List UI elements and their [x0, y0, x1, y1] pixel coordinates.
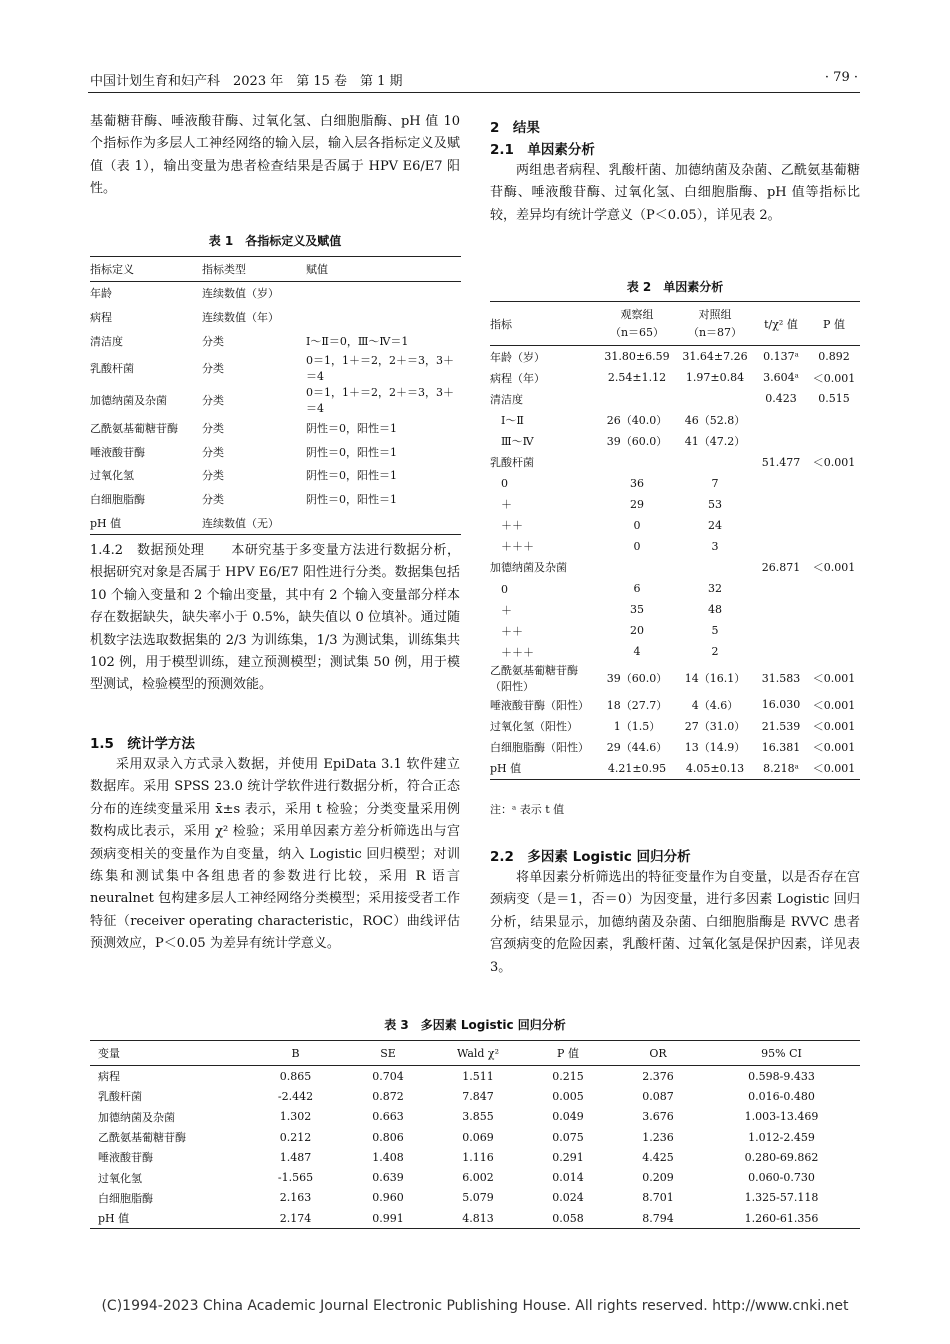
table-cell: 4.425: [642, 1150, 674, 1164]
table-cell: 0＝1，1＋＝2，2＋＝3，3＋＝4: [306, 386, 454, 416]
table1-title: 表 1 各指标定义及赋值: [208, 234, 342, 248]
table-cell: [808, 515, 860, 536]
table-cell: 阴性＝0，阳性＝1: [306, 492, 397, 506]
table-cell: -2.442: [277, 1089, 314, 1103]
table-cell: [808, 409, 860, 430]
table-cell: 41（47.2）: [684, 434, 746, 448]
table-cell: Ⅲ～Ⅳ: [490, 434, 534, 448]
table3-title: 表 3 多因素 Logistic 回归分析: [384, 1018, 566, 1032]
table-cell: 31.583: [761, 671, 801, 685]
table-cell: 35: [630, 603, 644, 617]
table-cell: 0: [490, 582, 508, 596]
table-cell: 16.381: [761, 740, 801, 754]
table2-header: （n＝87）: [687, 325, 743, 339]
header-rule: [88, 92, 860, 93]
table-cell: 1.012-2.459: [748, 1130, 815, 1144]
table-cell: 病程: [98, 1070, 120, 1084]
table-cell: 加德纳菌及杂菌: [98, 1110, 175, 1124]
table-cell: 1.116: [462, 1150, 494, 1164]
table-cell: 加德纳菌及杂菌: [90, 394, 167, 408]
table-cell: 0.058: [552, 1211, 584, 1225]
table-cell: 36: [630, 476, 644, 490]
table-cell: 3: [711, 539, 719, 553]
table-cell: Ⅰ～Ⅱ: [490, 413, 524, 427]
table-cell: 18（27.7）: [606, 698, 668, 712]
table-cell: 过氧化氢（阳性）: [490, 720, 578, 734]
table-cell: ＋＋＋: [490, 540, 534, 554]
table-cell: 46（52.8）: [684, 413, 746, 427]
table-cell: 2: [711, 645, 719, 659]
table-cell: [754, 515, 808, 536]
table-cell: 0: [490, 477, 508, 491]
table-cell: 39（60.0）: [606, 434, 668, 448]
table-cell: 8.794: [642, 1211, 674, 1225]
table-row: [90, 1208, 860, 1229]
table-cell: 乙酰氨基葡糖苷酶: [90, 422, 178, 436]
table-cell: ＋: [490, 498, 512, 512]
table-cell: ＜0.001: [812, 720, 856, 734]
table-row: [90, 305, 461, 329]
table2-header: P 值: [823, 317, 845, 331]
table-cell: 病程（年）: [490, 371, 545, 385]
table-cell: [598, 451, 676, 472]
table2-header: 对照组: [698, 307, 732, 321]
table-cell: [676, 557, 754, 578]
section-2-2-heading: 2.2 多因素 Logistic 回归分析: [490, 849, 691, 865]
table2-header: （n＝65）: [609, 325, 665, 339]
table-row: [90, 1066, 860, 1087]
table-row: [90, 1147, 860, 1167]
table-cell: 1.408: [372, 1150, 404, 1164]
table-cell: 唾液酸苷酶: [98, 1151, 153, 1165]
table2-header: 指标: [490, 317, 512, 331]
table-cell: ＜0.001: [812, 741, 856, 755]
table-row: [90, 1127, 860, 1147]
table-cell: 1.97±0.84: [685, 371, 745, 385]
table-row: [490, 758, 860, 780]
table-row: [490, 557, 860, 578]
table-cell: 白细胞脂酶: [90, 492, 145, 506]
table-cell: 4（4.6）: [691, 698, 739, 712]
table-cell: 8.218ᵃ: [763, 761, 799, 775]
page-number: · 79 ·: [824, 70, 858, 85]
section-heading: 1.4.2 数据预处理: [90, 543, 205, 558]
table-row: [90, 281, 461, 305]
table-cell: 2.163: [279, 1191, 312, 1205]
section-text: 采用双录入方式录入数据，并使用 EpiData 3.1 软件建立数据库。采用 SPSS 23.0 统计学软件进行数据分析，符合正态分布的连续变量采用 x̄±s 表示，采用 t 检验；分类变量采用例数构成比表示，采用 χ² 检验；采用单因素方差分析筛选出与宫颈病变相关的变量作为自变量，纳入 Logistic 回归模型；对训练集和测试集中各组患者的参数进行比较，采用 R 语言 neuralnet 包构建多层人工神经网络分类模型；采用接受者工作特征（receiver operating characteristic，ROC）曲线评估预测效应，P＜0.05 为差异有统计学意义。: [90, 757, 460, 952]
table-cell: 4: [633, 645, 641, 659]
table-cell: 26.871: [761, 560, 801, 574]
table-cell: ＋: [490, 603, 512, 617]
copyright-footer: (C)1994-2023 China Academic Journal Electronic Publishing House. All rights reserved. http://www.cnki.net: [101, 1298, 849, 1314]
table-cell: 0.060-0.730: [748, 1171, 815, 1185]
table-cell: 51.477: [761, 455, 801, 469]
table-cell: 26（40.0）: [606, 413, 668, 427]
table-cell: 6.002: [462, 1171, 494, 1185]
table-cell: [808, 430, 860, 451]
table-cell: 31.64±7.26: [682, 350, 748, 364]
section-text: 本研究基于多变量方法进行数据分析，根据研究对象是否属于 HPV E6/E7 阳性进行分类。数据集包括 10 个输入变量和 2 个输出变量，其中有 2 个输入变量部分样本存在数据缺失，缺失率小于 0.5%，缺失值以 0 位填补。通过随机数字法选取数据集的 2/3 为训练集，1/3 为测试集，训练集共 102 例，用于模型训练，建立预测模型；测试集 50 例，用于模型测试，检验模型的预测效能。: [90, 543, 460, 693]
table-row: [490, 536, 860, 557]
table-cell: [676, 451, 754, 472]
table-cell: 乳酸杆菌: [490, 456, 534, 470]
table-row: [90, 416, 461, 440]
table-cell: 加德纳菌及杂菌: [490, 561, 567, 575]
table-cell: 48: [708, 603, 722, 617]
table-cell: 清洁度: [90, 334, 123, 348]
section-1-5-heading: 1.5 统计学方法: [90, 736, 195, 752]
table-cell: 阴性＝0，阳性＝1: [306, 469, 397, 483]
table-cell: 白细胞脂酶（阳性）: [490, 741, 589, 755]
table3: [90, 1040, 860, 1229]
table-cell: 1.511: [462, 1069, 494, 1083]
table-cell: 2.174: [279, 1211, 312, 1225]
table-cell: 14（16.1）: [684, 672, 746, 686]
table-cell: 0: [633, 539, 641, 553]
table-cell: 0.014: [552, 1171, 584, 1185]
table-cell: ＜0.001: [812, 762, 856, 776]
table-cell: 0.016-0.480: [748, 1089, 815, 1103]
table-cell: 年龄: [90, 287, 112, 301]
table3-header: SE: [380, 1046, 396, 1060]
section-2-1: [490, 160, 860, 227]
table-cell: [808, 641, 860, 662]
table-cell: 1.325-57.118: [744, 1191, 819, 1205]
table-cell: 13（14.9）: [684, 741, 746, 755]
table-cell: [754, 409, 808, 430]
table-cell: 4.05±0.13: [685, 761, 745, 775]
table-cell: 24: [708, 518, 722, 532]
table-cell: 1（1.5）: [613, 720, 661, 734]
table3-header: 变量: [98, 1047, 120, 1060]
table-cell: ＜0.001: [812, 561, 856, 575]
table-cell: [754, 536, 808, 557]
table-row: [90, 329, 461, 353]
table-cell: ＋＋: [490, 624, 523, 638]
section-1-5: [90, 754, 460, 956]
table-row: [90, 440, 461, 464]
table-cell: [808, 473, 860, 494]
table-cell: 连续数值（年）: [202, 310, 279, 324]
table-cell: 2.54±1.12: [607, 371, 667, 385]
table-cell: ＜0.001: [812, 698, 856, 712]
table-cell: 1.487: [279, 1150, 312, 1164]
table-cell: [598, 557, 676, 578]
table1: [90, 256, 461, 535]
table3-header: 95% CI: [761, 1046, 802, 1060]
table-cell: 20: [630, 624, 644, 638]
table-cell: [808, 536, 860, 557]
table-cell: [306, 305, 461, 329]
section-2-heading: 2 结果: [490, 120, 540, 136]
table-row: [90, 352, 461, 384]
table2: [490, 301, 860, 780]
table-cell: 1.003-13.469: [744, 1110, 819, 1124]
table-cell: 0.639: [372, 1171, 404, 1185]
table-row: [490, 662, 860, 694]
table-row: [490, 346, 860, 368]
table-row: [490, 578, 860, 599]
table-cell: 阴性＝0，阳性＝1: [306, 445, 397, 459]
table-cell: 0.005: [552, 1089, 584, 1103]
table-row: [90, 1086, 860, 1106]
table-row: [490, 716, 860, 737]
table-cell: 16.030: [761, 698, 801, 712]
table-cell: 过氧化氢: [98, 1171, 142, 1185]
table-row: [90, 464, 461, 488]
table-cell: ＋＋＋: [490, 645, 534, 659]
table-cell: 32: [708, 582, 722, 596]
table-row: [90, 511, 461, 535]
table-cell: 年龄（岁）: [490, 350, 545, 364]
table-cell: 0.075: [552, 1130, 584, 1144]
table-cell: ＜0.001: [812, 456, 856, 470]
table-cell: [808, 494, 860, 515]
table-cell: 0.049: [552, 1110, 584, 1124]
table-cell: 0＝1，1＋＝2，2＋＝3，3＋＝4: [306, 354, 454, 384]
table-cell: 0.137ᵃ: [763, 350, 799, 364]
table-cell: 0.892: [818, 350, 850, 364]
table-cell: 0.865: [279, 1069, 312, 1083]
table-cell: 0.069: [462, 1130, 494, 1144]
table-cell: 唾液酸苷酶: [90, 445, 145, 459]
table-row: [90, 1167, 860, 1187]
table-cell: 6: [633, 582, 641, 596]
table-cell: [598, 388, 676, 409]
table-cell: 7.847: [462, 1089, 494, 1103]
table-cell: 0.280-69.862: [744, 1150, 819, 1164]
table-cell: 8.701: [642, 1191, 674, 1205]
table-cell: 3.855: [462, 1110, 494, 1124]
table-cell: [306, 511, 461, 535]
table-cell: 53: [708, 497, 722, 511]
table-cell: 0.991: [372, 1211, 404, 1225]
table-cell: 0.960: [372, 1191, 404, 1205]
table-row: [490, 599, 860, 620]
table-cell: 0.663: [372, 1110, 404, 1124]
table-row: [490, 494, 860, 515]
table-cell: 0.291: [552, 1150, 584, 1164]
table-row: [490, 367, 860, 388]
table-cell: 唾液酸苷酶（阳性）: [490, 698, 589, 712]
table-cell: 过氧化氢: [90, 469, 134, 483]
table-cell: 连续数值（无）: [202, 516, 279, 530]
table3-header: B: [291, 1046, 300, 1060]
table-cell: 4.21±0.95: [607, 761, 667, 775]
table-cell: 0.806: [372, 1130, 404, 1144]
table-cell: [754, 494, 808, 515]
table-cell: 病程: [90, 310, 112, 324]
table-cell: 乙酰氨基葡糖苷酶（阳性）: [490, 664, 578, 694]
table-cell: 分类: [202, 334, 224, 348]
table-row: [90, 487, 461, 511]
table3-header: OR: [649, 1046, 667, 1060]
table-cell: 0: [633, 518, 641, 532]
table-cell: -1.565: [277, 1171, 314, 1185]
table-cell: ＜0.001: [812, 371, 856, 385]
table-cell: [808, 599, 860, 620]
table-row: [490, 388, 860, 409]
table3-header: P 值: [557, 1047, 579, 1060]
table-cell: 1.236: [642, 1130, 674, 1144]
table-cell: [306, 281, 461, 305]
table-cell: 39（60.0）: [606, 672, 668, 686]
table-cell: 0.423: [765, 392, 797, 406]
table-cell: 4.813: [462, 1211, 494, 1225]
section-2-1-heading: 2.1 单因素分析: [490, 142, 595, 158]
table-cell: 清洁度: [490, 392, 523, 406]
table-cell: 分类: [202, 469, 224, 483]
table-cell: 29（44.6）: [606, 741, 668, 755]
table-cell: 1.260-61.356: [744, 1211, 819, 1225]
table-cell: pH 值: [90, 516, 122, 530]
table2-title: 表 2 单因素分析: [626, 280, 724, 294]
table-cell: 31.80±6.59: [604, 350, 670, 364]
table-row: [90, 384, 461, 416]
table2-header: t/χ² 值: [764, 317, 798, 331]
table-cell: ＜0.001: [812, 672, 856, 686]
table-cell: 2.376: [642, 1069, 674, 1083]
table-cell: 乳酸杆菌: [98, 1090, 142, 1104]
table-cell: 0.212: [279, 1130, 312, 1144]
table1-header: 指标定义: [90, 262, 134, 276]
left-intro: [90, 111, 460, 201]
table-row: [490, 473, 860, 494]
table-cell: 3.604ᵃ: [763, 371, 799, 385]
table-cell: [754, 620, 808, 641]
table-cell: 5: [711, 624, 719, 638]
table-row: [490, 620, 860, 641]
table-row: [90, 1188, 860, 1208]
table-cell: pH 值: [98, 1212, 130, 1226]
table3-body: [90, 1066, 860, 1229]
table2-body: [490, 346, 860, 780]
table-cell: 分类: [202, 445, 224, 459]
table-cell: 0.209: [642, 1171, 674, 1185]
table3-header: Wald χ²: [456, 1046, 500, 1060]
table-cell: pH 值: [490, 762, 522, 776]
table-cell: [808, 578, 860, 599]
section-text: 将单因素分析筛选出的特征变量作为自变量，以是否存在宫颈病变（是＝1，否＝0）为因变量，进行多因素 Logistic 回归分析，结果显示，加德纳菌及杂菌、白细胞脂酶是 RVVC 患者宫颈病变的危险因素，乳酸杆菌、过氧化氢是保护因素，详见表 3。: [490, 870, 860, 975]
table-cell: 7: [711, 476, 719, 490]
table1-header: 指标类型: [202, 262, 246, 276]
table-cell: 0.598-9.433: [748, 1069, 815, 1083]
table-cell: 0.087: [642, 1089, 674, 1103]
table-cell: 27（31.0）: [684, 720, 746, 734]
table-cell: [754, 599, 808, 620]
table-cell: Ⅰ～Ⅱ＝0，Ⅲ～Ⅳ＝1: [306, 334, 409, 348]
section-text: 两组患者病程、乳酸杆菌、加德纳菌及杂菌、乙酰氨基葡糖苷酶、唾液酸苷酶、过氧化氢、白细胞脂酶、pH 值等指标比较，差异均有统计学意义（P＜0.05），详见表 2。: [490, 163, 860, 223]
table-row: [490, 641, 860, 662]
table-row: [490, 451, 860, 472]
table-cell: 29: [630, 497, 644, 511]
table-cell: [676, 388, 754, 409]
table-row: [90, 1107, 860, 1127]
table-cell: 5.079: [462, 1191, 494, 1205]
table-cell: 白细胞脂酶: [98, 1191, 153, 1205]
table2-header: 观察组: [620, 307, 654, 321]
table-cell: [808, 620, 860, 641]
table-cell: 0.872: [372, 1089, 404, 1103]
table-cell: 0.024: [552, 1191, 584, 1205]
table2-note: 注：ᵃ 表示 t 值: [490, 803, 565, 816]
table-cell: 21.539: [761, 719, 801, 733]
table-cell: 分类: [202, 492, 224, 506]
table-cell: [754, 473, 808, 494]
table-cell: 连续数值（岁）: [202, 287, 279, 301]
table-cell: 分类: [202, 422, 224, 436]
table-cell: [754, 430, 808, 451]
table-cell: [754, 641, 808, 662]
table1-header: 赋值: [306, 262, 328, 276]
journal-header: 中国计划生育和妇产科 2023 年 第 15 卷 第 1 期: [90, 74, 403, 89]
table-row: [490, 515, 860, 536]
section-2-2: [490, 867, 860, 979]
table-cell: 0.515: [818, 392, 850, 406]
table-row: [490, 409, 860, 430]
intro-paragraph: 基葡糖苷酶、唾液酸苷酶、过氧化氢、白细胞脂酶、pH 值 10 个指标作为多层人工神经网络的输入层，输入层各指标定义及赋值（表 1），输出变量为患者检查结果是否属于 HPV E6/E7 阳性。: [90, 114, 460, 197]
table-cell: 3.676: [642, 1110, 674, 1124]
table-row: [490, 737, 860, 758]
table-cell: 0.215: [552, 1069, 584, 1083]
table1-body: [90, 281, 461, 535]
table-cell: 乳酸杆菌: [90, 362, 134, 376]
table-cell: ＋＋: [490, 519, 523, 533]
table-cell: 0.704: [372, 1069, 404, 1083]
table-cell: 分类: [202, 394, 224, 408]
table-cell: 阴性＝0，阳性＝1: [306, 422, 397, 436]
table-cell: 乙酰氨基葡糖苷酶: [98, 1131, 186, 1145]
table-cell: [754, 578, 808, 599]
table-row: [490, 694, 860, 715]
table-row: [490, 430, 860, 451]
section-1-4-2: [90, 540, 460, 697]
table-cell: 分类: [202, 362, 224, 376]
table-cell: 1.302: [279, 1110, 312, 1124]
